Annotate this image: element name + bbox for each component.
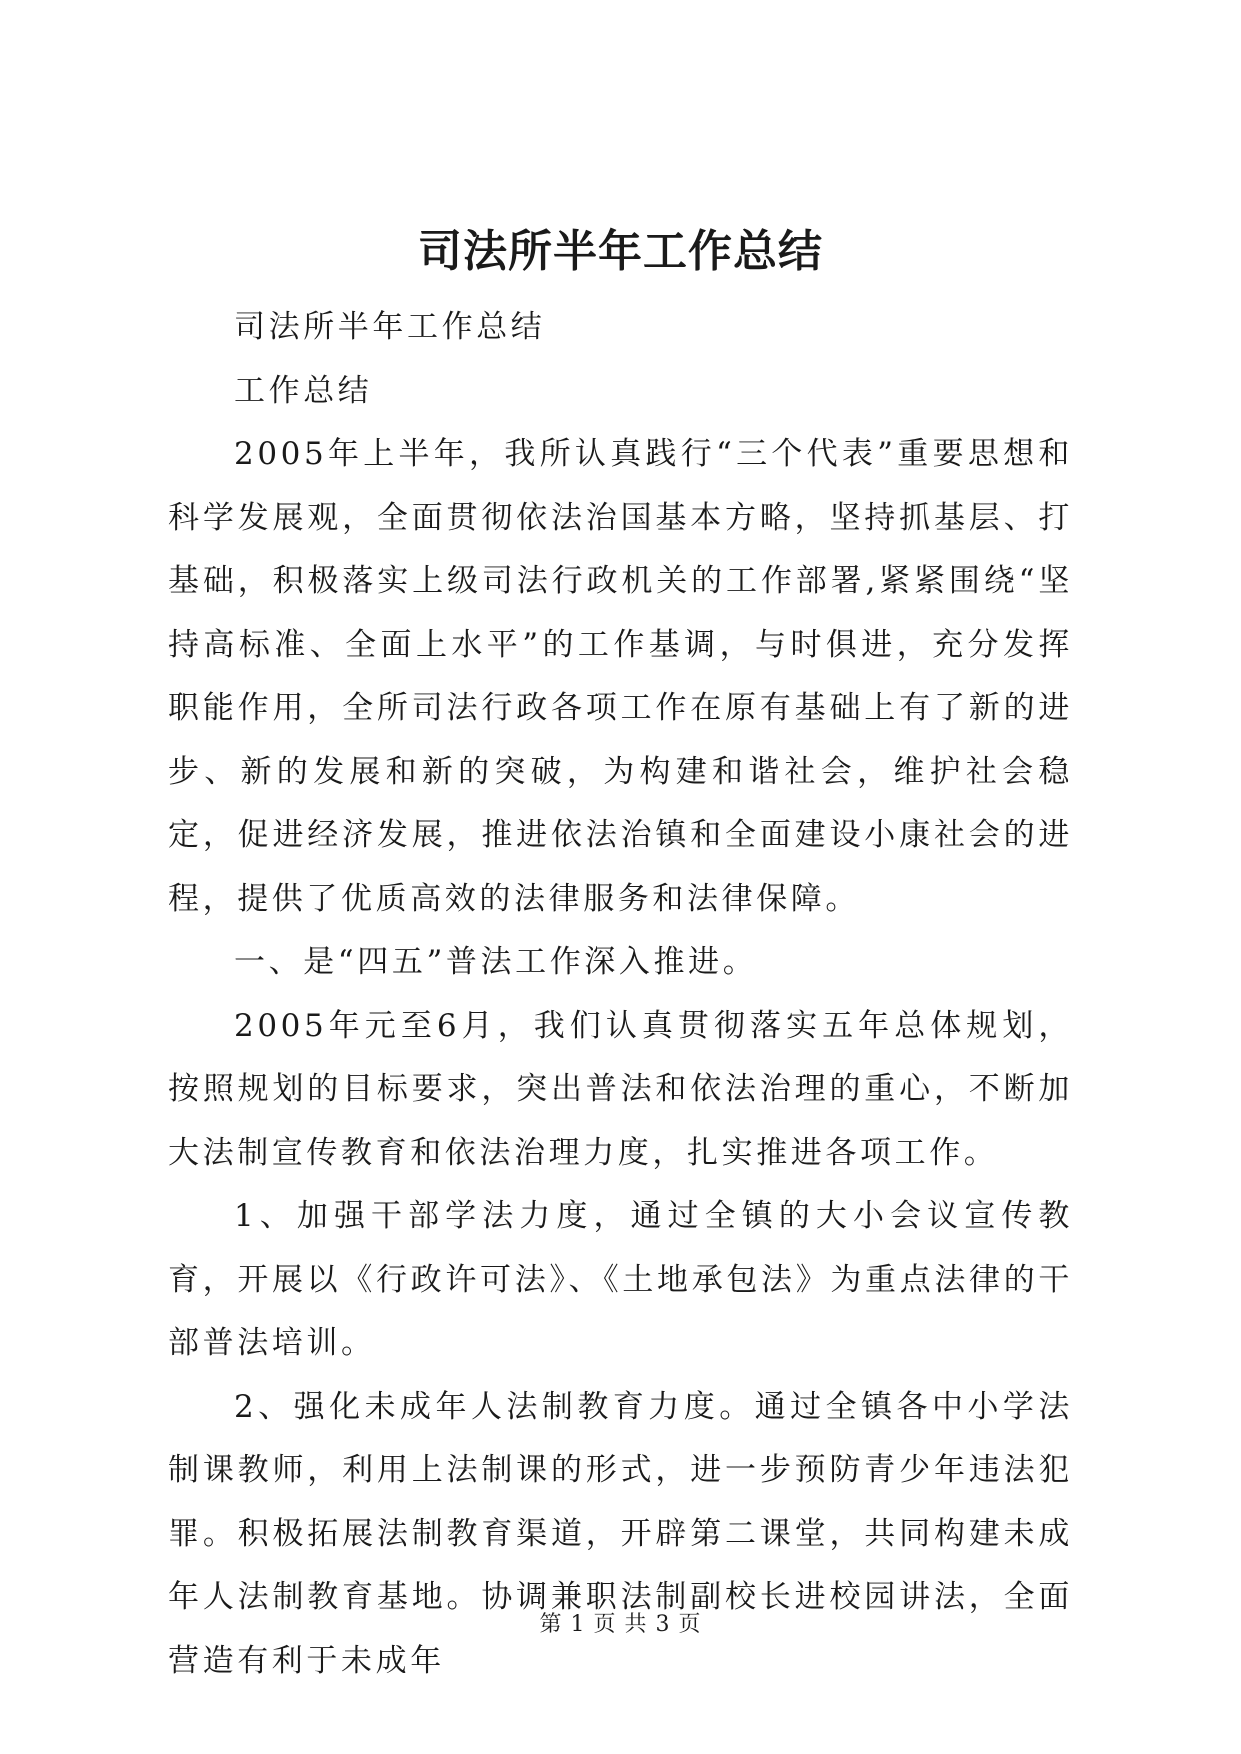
page-footer: 第 1 页 共 3 页 bbox=[539, 1612, 702, 1637]
document-title: 司法所半年工作总结 bbox=[418, 226, 823, 277]
document-body bbox=[168, 296, 1073, 1693]
paragraph: 司法所半年工作总结 bbox=[234, 309, 546, 345]
section-heading: 一、是“四五”普法工作深入推进。 bbox=[234, 944, 758, 980]
paragraph: 2005年上半年，我所认真践行“三个代表”重要思想和科学发展观，全面贯彻依法治国基本方略，坚持抓基层、打基础，积极落实上级司法行政机关的工作部署,紧紧围绕“坚持高标准、全面上水平”的工作基调，与时俱进，充分发挥职能作用，全所司法行政各项工作在原有基础上有了新的进步、新的发展和新的突破，为构建和谐社会，维护社会稳定，促进经济发展，推进依法治镇和全面建设小康社会的进程，提供了优质高效的法律服务和法律保障。 bbox=[168, 436, 1073, 917]
list-item: 1、加强干部学法力度，通过全镇的大小会议宣传教育，开展以《行政许可法》、《土地承包法》为重点法律的干部普法培训。 bbox=[168, 1198, 1073, 1361]
paragraph: 工作总结 bbox=[234, 372, 373, 409]
list-item: 2、强化未成年人法制教育力度。通过全镇各中小学法制课教师，利用上法制课的形式，进一步预防青少年违法犯罪。积极拓展法制教育渠道，开辟第二课堂，共同构建未成年人法制教育基地。协调兼职法制副校长进校园讲法，全面营造有利于未成年 bbox=[168, 1388, 1073, 1679]
paragraph: 2005年元至6月，我们认真贯彻落实五年总体规划，按照规划的目标要求，突出普法和依法治理的重心，不断加大法制宣传教育和依法治理力度，扎实推进各项工作。 bbox=[168, 1007, 1073, 1171]
